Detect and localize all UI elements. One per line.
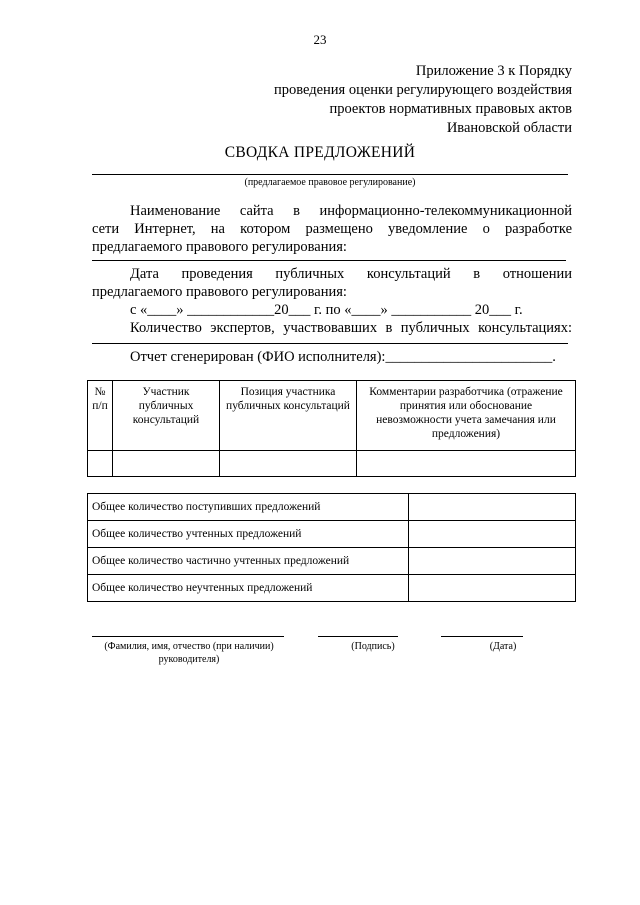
table-cell[interactable] — [357, 451, 576, 477]
document-title: СВОДКА ПРЕДЛОЖЕНИЙ — [224, 144, 416, 161]
regulation-fill-line — [92, 174, 568, 175]
consult-dates-line: с «____» ____________20___ г. по «____» ___________ 20___ г. — [130, 302, 523, 318]
summary-row — [88, 494, 576, 521]
summary-value-cell[interactable] — [409, 494, 576, 521]
site-paragraph — [92, 202, 572, 256]
summary-row — [88, 521, 576, 548]
table-row — [88, 451, 576, 477]
header-cell-participant: Участник публичных консультаций — [113, 381, 220, 451]
summary-row — [88, 548, 576, 575]
name-caption — [84, 640, 294, 666]
summary-value-cell[interactable] — [409, 521, 576, 548]
summary-value-cell[interactable] — [409, 548, 576, 575]
site-paragraph-line: сети Интернет, на котором размещено уведомление о разработке — [92, 221, 572, 237]
summary-table — [87, 493, 576, 602]
summary-value-cell[interactable] — [409, 575, 576, 602]
table-cell[interactable] — [220, 451, 357, 477]
summary-label: Общее количество частично учтенных предложений — [88, 548, 409, 575]
signature-line — [318, 636, 398, 637]
consult-paragraph — [92, 265, 572, 337]
table-header-row — [88, 381, 576, 451]
site-paragraph-line: Наименование сайта в информационно-телекоммуникационной — [130, 203, 572, 219]
summary-label: Общее количество поступивших предложений — [88, 494, 409, 521]
appendix-line: проведения оценки регулирующего воздействия — [273, 82, 572, 98]
summary-label: Общее количество учтенных предложений — [88, 521, 409, 548]
regulation-caption: (предлагаемое правовое регулирование) — [244, 177, 416, 188]
table-cell[interactable] — [88, 451, 113, 477]
name-signature-line — [92, 636, 284, 637]
summary-label: Общее количество неучтенных предложений — [88, 575, 409, 602]
experts-fill-line — [92, 343, 568, 344]
page-number: 23 — [313, 32, 327, 47]
consult-paragraph-line: предлагаемого правового регулирования: — [92, 284, 347, 300]
name-caption-line: (Фамилия, имя, отчество (при наличии) — [104, 641, 274, 652]
table-cell[interactable] — [113, 451, 220, 477]
name-caption-line: руководителя) — [158, 654, 220, 665]
proposals-table — [87, 380, 576, 477]
consult-paragraph-line: Дата проведения публичных консультаций в отношении — [130, 266, 572, 282]
appendix-line: проектов нормативных правовых актов — [329, 101, 572, 117]
appendix-line: Приложение 3 к Порядку — [415, 63, 572, 79]
appendix-header — [274, 62, 572, 138]
appendix-line: Ивановской области — [446, 120, 572, 136]
summary-row — [88, 575, 576, 602]
experts-count-line: Количество экспертов, участвовавших в публичных консультациях: — [130, 320, 572, 336]
date-caption: (Дата) — [489, 641, 517, 652]
header-cell-comments: Комментарии разработчика (отражение принятия или обоснование невозможности учета замечания или предложения) — [357, 381, 576, 451]
site-paragraph-line: предлагаемого правового регулирования: — [92, 239, 347, 255]
date-line — [441, 636, 523, 637]
signature-caption: (Подпись) — [351, 641, 395, 652]
site-fill-line — [92, 260, 566, 261]
report-line: Отчет сгенерирован (ФИО исполнителя):_______________________. — [130, 349, 556, 365]
header-cell-number: № п/п — [88, 381, 113, 451]
header-cell-position: Позиция участника публичных консультаций — [220, 381, 357, 451]
